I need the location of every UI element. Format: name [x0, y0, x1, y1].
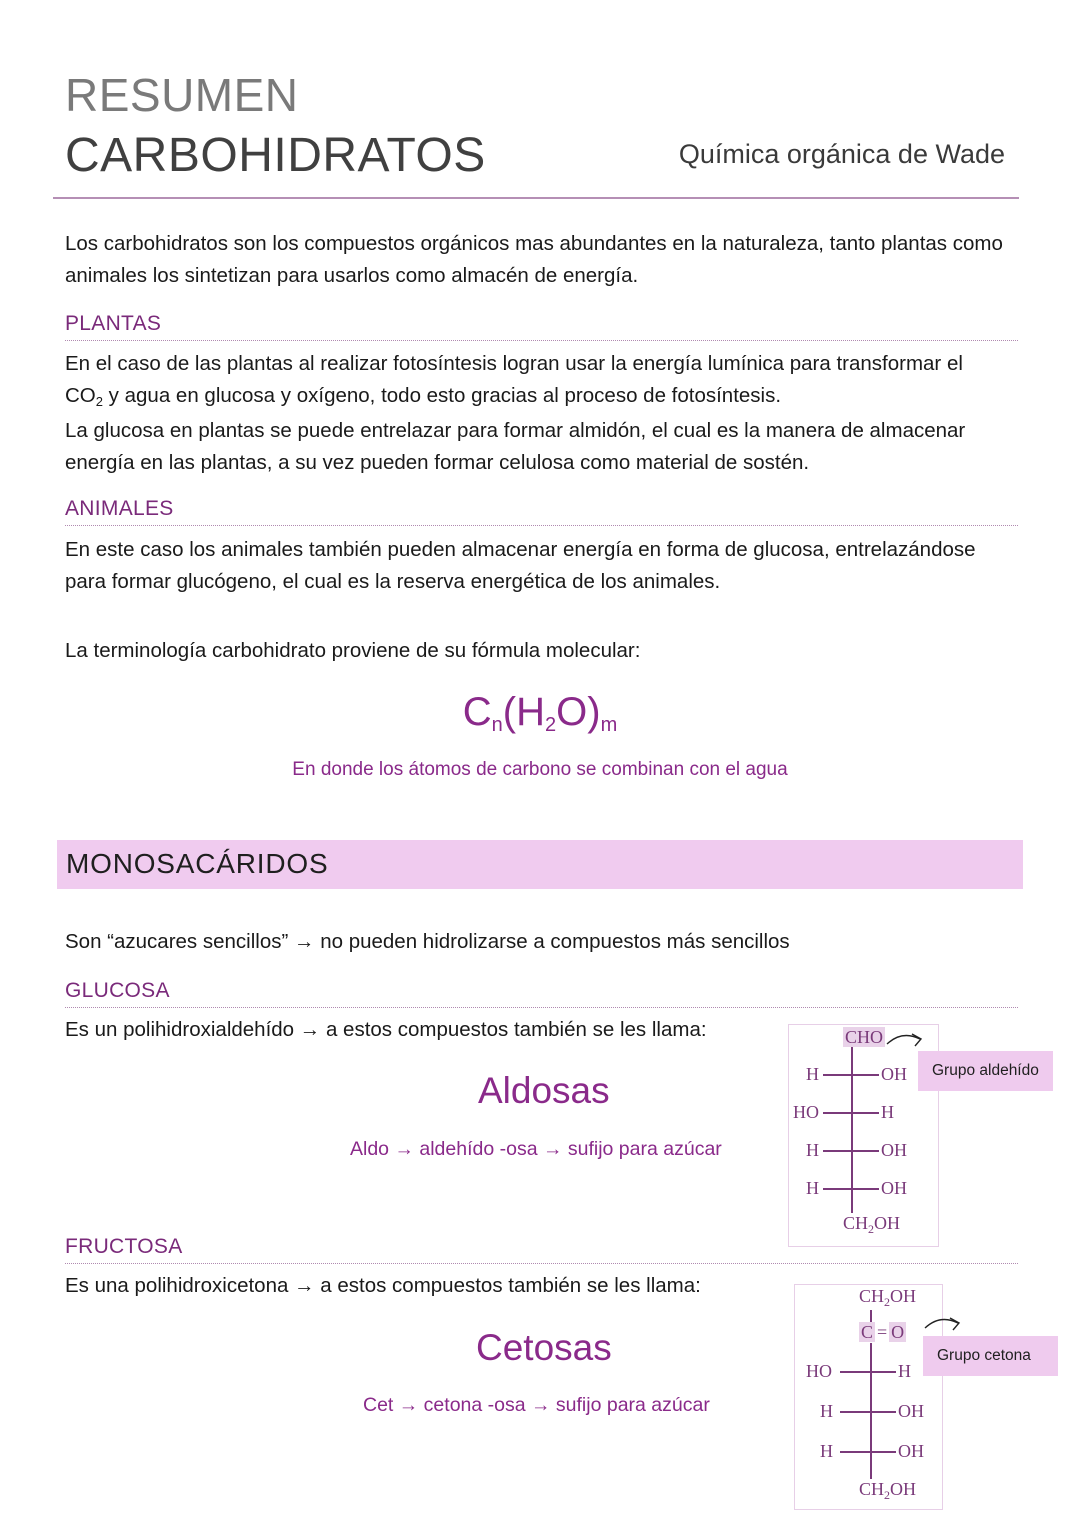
- aldosas-title: Aldosas: [478, 1070, 610, 1111]
- formula-n: n: [491, 714, 503, 736]
- glucosa-paragraph: Es un polihidroxialdehído → a estos compuestos también se les llama:: [65, 1018, 707, 1041]
- ch-label: CH: [843, 1213, 869, 1233]
- section-monosacaridos: [57, 840, 1023, 889]
- row3-left: H: [806, 1140, 819, 1160]
- formula-2: 2: [545, 714, 557, 736]
- cetosas-note: Cet → cetona -osa → sufijo para azúcar: [363, 1394, 710, 1416]
- section-title: MONOSACÁRIDOS: [66, 848, 329, 879]
- callout-grupo-cetona: Grupo cetona: [923, 1336, 1058, 1376]
- row2-right: H: [881, 1102, 894, 1122]
- page-title: CARBOHIDRATOS: [65, 129, 486, 182]
- bottom-ch2oh-group: [859, 1479, 916, 1503]
- fructose-fischer-projection: [794, 1284, 943, 1510]
- row4-left: H: [806, 1178, 819, 1198]
- ch-label: CH: [859, 1479, 885, 1499]
- formula-o: O): [556, 690, 601, 734]
- co2-subscript: 2: [95, 394, 103, 409]
- ch2-subscript: 2: [884, 1295, 891, 1309]
- row1-bond: [840, 1371, 896, 1373]
- row3-left: H: [820, 1441, 833, 1461]
- row2-left: H: [820, 1401, 833, 1421]
- row3-right: OH: [881, 1140, 907, 1160]
- heading-fructosa: FRUCTOSA: [65, 1235, 1018, 1264]
- curved-arrow-icon: [922, 1312, 964, 1334]
- fructosa-paragraph: Es una polihidroxicetona → a estos compuestos también se les llama:: [65, 1274, 701, 1297]
- heading-animales: ANIMALES: [65, 497, 1018, 526]
- title-resumen: RESUMEN: [65, 69, 299, 121]
- top-ch2oh-group: [859, 1286, 916, 1310]
- formula-caption: En donde los átomos de carbono se combinan con el agua: [292, 759, 788, 780]
- plantas-line-2: [65, 380, 1015, 418]
- row2-right: OH: [898, 1401, 924, 1421]
- row1-left: HO: [806, 1361, 832, 1381]
- curved-arrow-icon: [884, 1028, 926, 1050]
- animales-paragraph: En este caso los animales también pueden almacenar energía en forma de glucosa, entrelazándose para formar glucógeno, el cual es la reserva energética de los animales.: [65, 538, 976, 593]
- aldosas-note: Aldo → aldehído -osa → sufijo para azúcar: [350, 1138, 722, 1160]
- title-divider: [53, 197, 1019, 199]
- heading-glucosa: GLUCOSA: [65, 979, 1018, 1008]
- intro-paragraph: Los carbohidratos son los compuestos orgánicos mas abundantes en la naturaleza, tanto plantas como animales los sintetizan para usarlos como almacén de energía.: [65, 232, 1003, 287]
- plantas-line-2-rest: y agua en glucosa y oxígeno, todo esto gracias al proceso de fotosíntesis.: [102, 384, 782, 407]
- plantas-line-1: En el caso de las plantas al realizar fotosíntesis logran usar la energía lumínica para transformar el: [65, 352, 963, 375]
- carbonyl-c: C: [861, 1322, 874, 1342]
- row1-right: H: [898, 1361, 911, 1381]
- formula-c: C: [462, 690, 492, 734]
- row1-bond: [823, 1074, 879, 1076]
- terminologia-paragraph: La terminología carbohidrato proviene de su fórmula molecular:: [65, 639, 641, 662]
- glucose-fischer-projection: [788, 1024, 939, 1247]
- callout-grupo-aldehido: Grupo aldehído: [918, 1051, 1053, 1091]
- row4-right: OH: [881, 1178, 907, 1198]
- row1-right: OH: [881, 1064, 907, 1084]
- molecular-formula: [0, 690, 1080, 737]
- row3-bond: [840, 1451, 896, 1453]
- cetosas-title: Cetosas: [476, 1327, 612, 1368]
- cho-label: CHO: [845, 1027, 884, 1047]
- oh-label: OH: [874, 1213, 901, 1233]
- plantas-paragraph-1: [65, 348, 1015, 418]
- row3-bond: [823, 1150, 879, 1152]
- ch2oh-group: [843, 1213, 900, 1237]
- source-reference: Química orgánica de Wade: [678, 139, 1005, 169]
- row1-left: H: [806, 1064, 819, 1084]
- plantas-paragraph-2: La glucosa en plantas se puede entrelazar para formar almidón, el cual es la manera de almacenar energía en las plantas, a su vez pueden formar celulosa como material de sostén.: [65, 419, 966, 474]
- carbonyl-o: O: [891, 1322, 905, 1342]
- row2-bond: [823, 1112, 879, 1114]
- row4-bond: [823, 1188, 879, 1190]
- formula-h: (H: [502, 690, 545, 734]
- formula-m: m: [600, 714, 618, 736]
- co2-text: CO: [65, 384, 96, 407]
- heading-plantas: PLANTAS: [65, 312, 1018, 341]
- ch2-subscript: 2: [868, 1222, 875, 1236]
- oh-label: OH: [890, 1286, 917, 1306]
- row2-left: HO: [793, 1102, 819, 1122]
- double-bond: =: [877, 1322, 888, 1342]
- ch-label: CH: [859, 1286, 885, 1306]
- ch2-subscript: 2: [884, 1488, 891, 1502]
- carbonyl-group: [859, 1322, 906, 1343]
- row3-right: OH: [898, 1441, 924, 1461]
- monosacaridos-intro: Son “azucares sencillos” → no pueden hidrolizarse a compuestos más sencillos: [65, 930, 790, 953]
- row2-bond: [840, 1411, 896, 1413]
- cho-group: [843, 1027, 885, 1048]
- oh-label: OH: [890, 1479, 917, 1499]
